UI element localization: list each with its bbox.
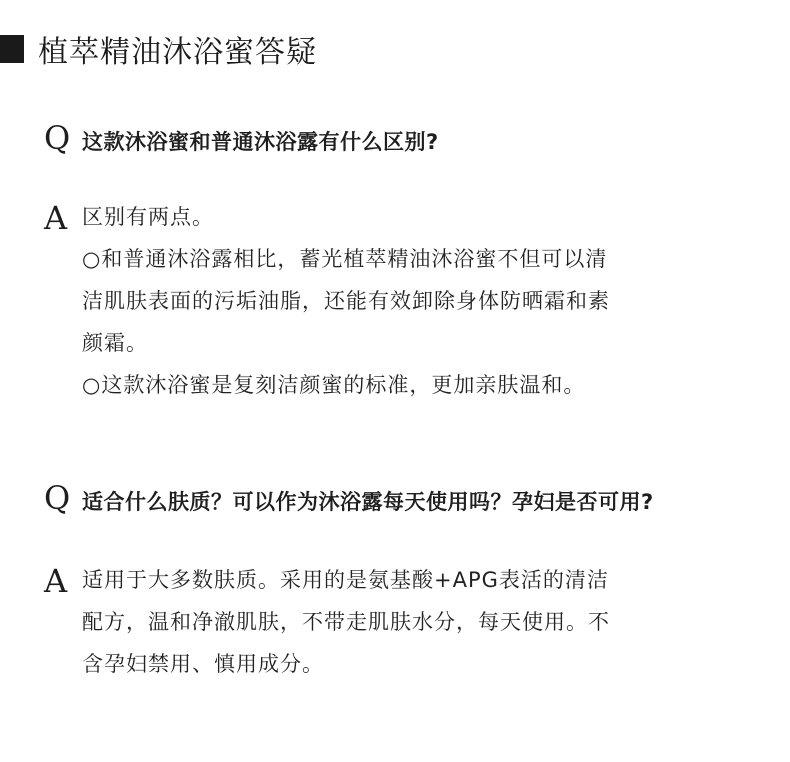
answer-line: 区别有两点。	[82, 205, 214, 229]
answer-line: 配方，温和净澈肌肤，不带走肌肤水分，每天使用。不	[82, 610, 610, 634]
answer-line: 颜霜。	[82, 331, 148, 355]
q-mark: Q	[44, 479, 71, 517]
question-text: 这款沐浴蜜和普通沐浴露有什么区别?	[82, 130, 439, 154]
answer-text	[82, 196, 732, 406]
q-mark: Q	[44, 119, 71, 157]
a-mark: A	[44, 562, 68, 600]
section-header	[0, 27, 317, 71]
a-mark: A	[44, 199, 68, 237]
question-text: 适合什么肤质？可以作为沐浴露每天使用吗？孕妇是否可用?	[82, 490, 654, 514]
header-square-icon	[0, 35, 24, 63]
answer-line: ○和普通沐浴露相比，蓄光植萃精油沐浴蜜不但可以清	[82, 247, 608, 271]
answer-line: ○这款沐浴蜜是复刻洁颜蜜的标准，更加亲肤温和。	[82, 373, 586, 397]
answer-line: 洁肌肤表面的污垢油脂，还能有效卸除身体防晒霜和素	[82, 289, 610, 313]
page-title: 植萃精油沐浴蜜答疑	[38, 35, 317, 70]
answer-line: 含孕妇禁用、慎用成分。	[82, 652, 324, 676]
answer-text	[82, 559, 732, 685]
answer-line: 适用于大多数肤质。采用的是氨基酸+APG表活的清洁	[82, 568, 609, 592]
